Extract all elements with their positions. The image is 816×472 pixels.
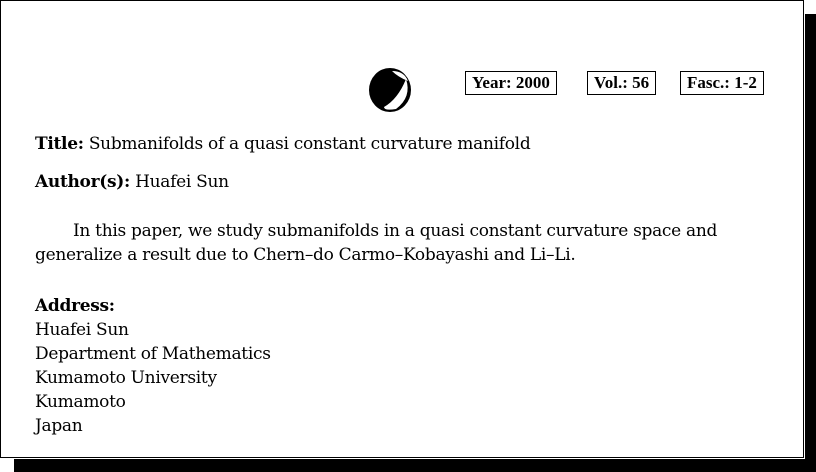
journal-logo-icon [368,67,412,113]
volume-box: Vol.: 56 [587,71,656,95]
authors-label: Author(s): [35,172,130,192]
title-label: Title: [35,134,84,154]
authors-line [35,172,229,192]
fascicle-box: Fasc.: 1-2 [680,71,764,95]
card-shadow-right [805,14,816,472]
paper-title: Submanifolds of a quasi constant curvature manifold [88,134,531,154]
address-label: Address: [35,296,115,316]
abstract-paragraph [35,219,771,267]
year-box: Year: 2000 [465,71,557,95]
abstract-text: In this paper, we study submanifolds in a quasi constant curvature space and generalize a result due to Chern–do Carmo–Kobayashi and Li–Li. [35,221,718,265]
address-line-department: Department of Mathematics [35,344,271,364]
address-line-university: Kumamoto University [35,368,217,388]
card-shadow-bottom [14,459,816,472]
address-line-country: Japan [35,416,83,436]
title-line [35,134,530,154]
address-line-name: Huafei Sun [35,320,129,340]
author-names: Huafei Sun [135,172,229,192]
address-line-city: Kumamoto [35,392,126,412]
